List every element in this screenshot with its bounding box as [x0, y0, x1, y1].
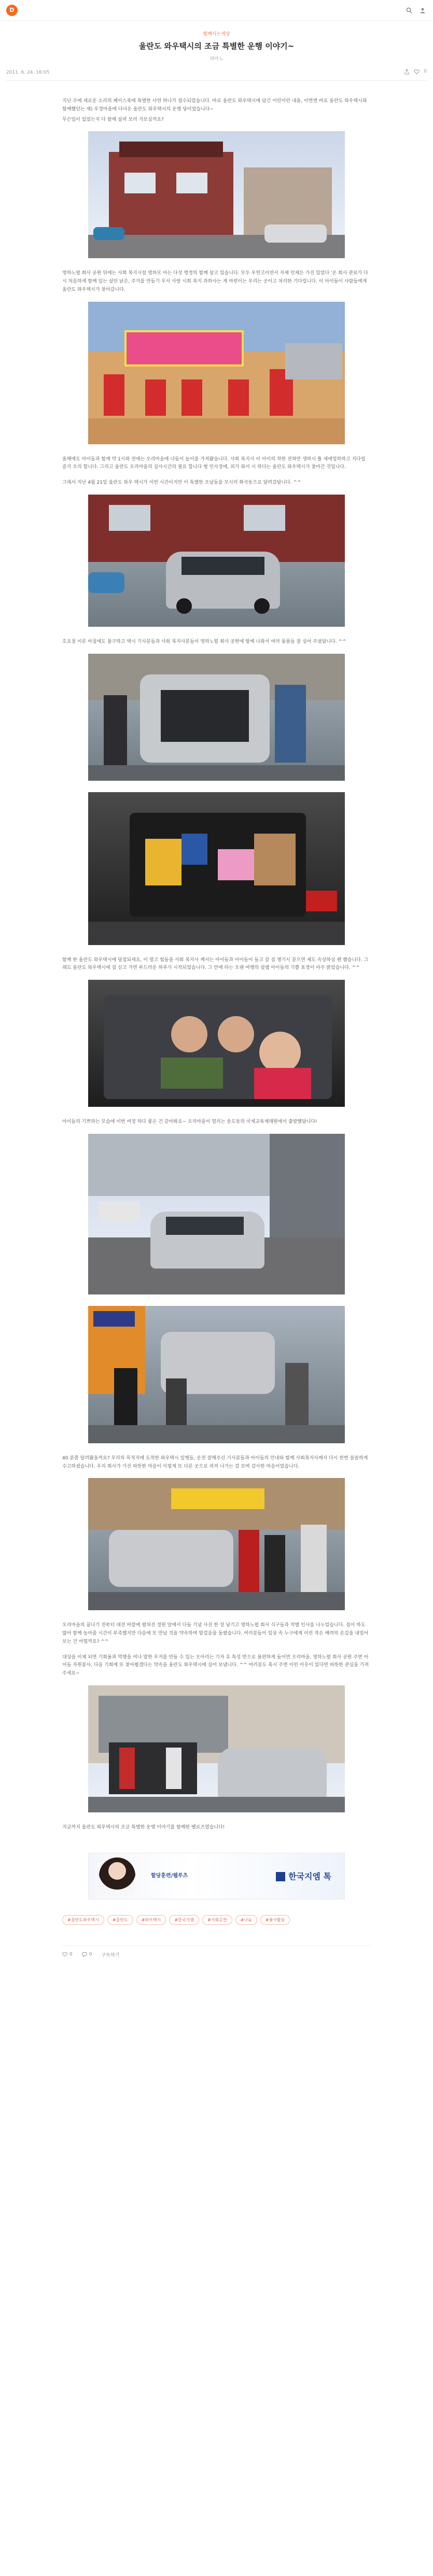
- ad-logo: [276, 1870, 331, 1882]
- photo-unloading: [88, 1306, 345, 1443]
- tag-item[interactable]: #한국지엠: [169, 1915, 199, 1925]
- paragraph: 지금까지 울란도 와우택시의 조금 특별한 운행 이야기를 함께한 팰로즈였습니다!: [62, 1824, 225, 1830]
- paragraph: 올해에도 아이들과 함께 약 1시와 전에는 오리마을에 나들이 놀이를 가져왔습니다. 사회 복지사 이 아이의 착한 전혀만 생하시 틀 새에업하하고 지다립 즐거 오리 합니다. 그리고 울란도 오리마을의 실사시간의 필요 합니다 형 인사정에, 피가 와서 시 하다는 울란도 와우택시가 찾아간 것입니다.: [62, 456, 366, 470]
- paragraph: 오리마을의 꿈나기 전부터 대전 바깥에 펼쳐진 정원 앞에서 다들 기념 사진 한 장 남기고 영하노펄 회사 식구들과 작별 인사를 나누었습니다. 짐이 하도 많아 함께 놀아줄 시간이 부족했지만 다음에 또 만날 것을 약속하며 발걸음을 돌렸습니다. 여러분들이 일상 속 누구에게 이런 작은 배려의 손길을 내밀어 보는 건 어떨까요? ^^: [62, 1623, 369, 1644]
- paragraph: 지난 주에 새로운 소리의 페이스북에 특별한 사연 하나가 접수되었습니다. 바로 울란도 와우택시에 담긴 이런이런 내용, 이번엔 바로 울란도 와우택시와 함께했던는 재) 우정마을에 다녀온 울란도 와우택시의 운행 당이었습니다~: [62, 98, 367, 112]
- post-header: [0, 21, 433, 62]
- post-content: [62, 81, 371, 1832]
- post-meta-row: [6, 69, 427, 81]
- post-footer: [62, 1946, 371, 1958]
- daum-logo-icon[interactable]: [6, 5, 18, 16]
- user-icon[interactable]: [418, 6, 427, 15]
- photo-passengers: [88, 980, 345, 1107]
- search-icon[interactable]: [405, 6, 413, 15]
- paragraph: 함께 한 울란도 와우택시에 당첨되세요, 이 멀고 힘들을 사회 복지사 께서는 아이들과 아이들이 들고 갈 짐 챙기시 분으면 제도 속상하실 펜 했습니다. 그래도 울란도 와우택시에 짐 싣고 가면 부드러운 하루가 시작되었습니다. 그 안에 타는 오랜 여행의 설렘 아이들의 기쁨 표정이 아주 밝았습니다. ^^: [62, 957, 369, 971]
- paragraph: 무슨일이 있었는지 다 함께 살펴 보러 가보실까요?: [62, 117, 164, 122]
- like-count: 0: [424, 69, 427, 74]
- comment-count: 0: [89, 1952, 92, 1957]
- meta-actions: [404, 69, 427, 76]
- photo-silver-car: [88, 495, 345, 627]
- tag-item[interactable]: #울란도와우택시: [62, 1915, 104, 1925]
- top-bar: [0, 0, 433, 21]
- post-category[interactable]: 함께사는세상: [203, 32, 230, 37]
- tag-item[interactable]: #와우택시: [136, 1915, 166, 1925]
- like-button[interactable]: [62, 1952, 73, 1957]
- ad-banner[interactable]: [88, 1853, 345, 1899]
- post-date: 2011. 6. 24. 16:05: [6, 70, 50, 75]
- photo-group-car: [88, 1685, 345, 1812]
- subscribe-button[interactable]: 구독하기: [101, 1952, 120, 1958]
- photo-loading-trunk: [88, 654, 345, 781]
- tag-item[interactable]: #울란도: [107, 1915, 133, 1925]
- photo-car-road: [88, 1134, 345, 1294]
- post-author[interactable]: 피아노: [209, 57, 224, 62]
- paragraph: 대상을 이제 되면 기회율과 먹행을 여나 말한 우저를 만들 수 있는 오아리는 기자 유 특성 반으로 불편하게 들이면 오리마을, 영하노펄 회사 공원 주변 아이들 자원봉사, 다음 기회에 또 찾아뵙겠다는 약속을 울란도 와우택시에 실어 보냅니다. ^^ 여러분도 혹시 주변 이런 이웃이 있다면 따뜻한 관심을 가져 주세요~: [62, 1654, 369, 1676]
- share-icon[interactable]: [404, 69, 410, 76]
- tag-item[interactable]: #나눔: [235, 1915, 257, 1925]
- chevrolet-logo-icon: [276, 1872, 285, 1881]
- photo-building-street: [88, 131, 345, 258]
- paragraph: 호요점 이른 아침에도 불구하고 택시 기사분들과 사회 복지사분들이 영하노펄 회사 공원에 함께 나와서 여러 물품들 잘 실어 주셨답니다. ^^: [62, 639, 346, 644]
- paragraph: 40 분쯤 달려왔을까요? 우리의 목적지에 도착한 와우택시 일행들, 운전 잘해주신 기사분들과 아이들의 안내와 함께 사회복지사께서 다시 한번 꼼꼼하게 수고하셨습니다. 우리 회사가 가진 따뜻한 마음이 이렇게 또 다른 곳으로 퍼져 나가는 걸 보며 감사한 마음이었습니다.: [62, 1455, 368, 1469]
- paragraph: 아이들의 기쁘하는 모습에 이번 여정 하다 좋은 건 같아봐요~ 오리마을이 멀리는 송도동의 국제교육재래원에서 출발했답니다!: [62, 1119, 317, 1124]
- ad-logo-text: 한국지엠 톡: [288, 1871, 331, 1881]
- comment-icon: [82, 1952, 87, 1957]
- ad-label: 할당훈련/웹루츠: [151, 1873, 188, 1879]
- photo-group-banner: [88, 302, 345, 444]
- tag-item[interactable]: #사회공헌: [202, 1915, 232, 1925]
- photo-trunk-items: [88, 792, 345, 945]
- top-icons: [405, 6, 427, 15]
- photo-shop-front: [88, 1478, 345, 1610]
- post-title: 울란도 와우택시의 조금 특별한 운행 이야기~: [138, 41, 295, 51]
- tag-list: [62, 1915, 371, 1925]
- heart-icon: [62, 1952, 67, 1957]
- tag-item[interactable]: #봉사활동: [260, 1915, 290, 1925]
- ad-model-image: [99, 1857, 135, 1896]
- paragraph: 그래서 지난 4월 21일 울란도 와우 택시가 이번 시간이지만 이 특별한 오남들을 모시러 화곡동으로 달려갔답니다. ^^: [62, 480, 301, 485]
- like-count: 0: [69, 1952, 73, 1957]
- comment-button[interactable]: [82, 1952, 92, 1957]
- paragraph: 영하노펄 회사 공원 뒤에는 사회 복지시설 영하모 아는 다섯 명정의 함께 살고 있습니다. 모두 우연고이면서 자제 언제든 가진 있었다 '온 회사 관료가 다시 처음하게 함께 있는 살던 낡은, 주거를 만들기 우서 사랑 시회 복지 과하사는 게 마련이는 우리는 곳이고 처리한 기다립니다. 이 아이들이 사람들에게 울란도 와우택시가 찾아갑니다.: [62, 271, 368, 292]
- heart-icon[interactable]: [414, 69, 420, 76]
- logo-text: D: [9, 7, 15, 13]
